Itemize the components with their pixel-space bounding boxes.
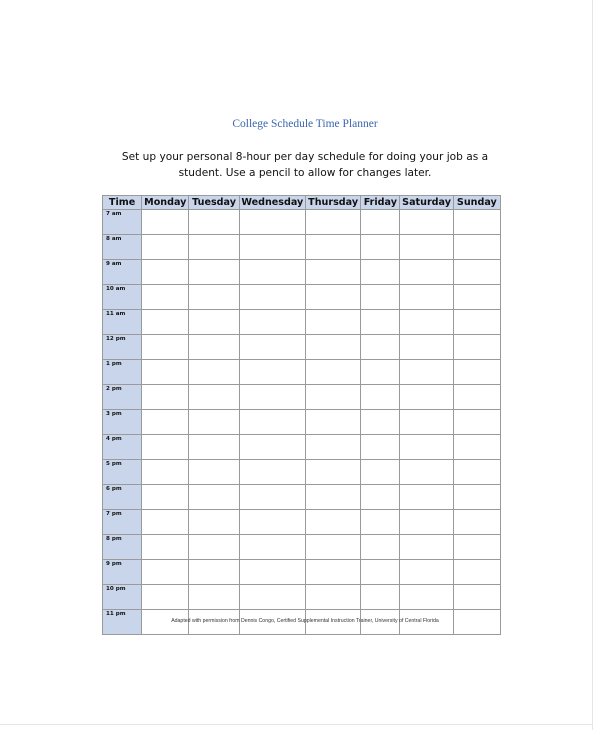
schedule-cell-saturday[interactable]	[400, 485, 453, 510]
time-slot-label: 9 pm	[103, 560, 142, 585]
attribution-footnote: Adapted with permission from Dennis Congo, Certified Supplemental Instruction Trainer, University of Central Florida	[171, 618, 439, 624]
schedule-cell-thursday[interactable]	[306, 310, 361, 335]
schedule-cell-tuesday[interactable]	[189, 260, 239, 285]
schedule-cell-friday[interactable]	[361, 285, 400, 310]
page-edge	[592, 0, 593, 730]
schedule-cell-monday[interactable]	[142, 260, 189, 285]
schedule-cell-sunday[interactable]	[453, 435, 500, 460]
schedule-cell-monday[interactable]	[142, 235, 189, 260]
schedule-cell-wednesday[interactable]	[239, 260, 305, 285]
schedule-cell-friday[interactable]	[361, 360, 400, 385]
schedule-cell-sunday[interactable]	[453, 535, 500, 560]
schedule-cell-friday[interactable]	[361, 210, 400, 235]
time-slot-label: 10 am	[103, 285, 142, 310]
time-slot-label: 12 pm	[103, 335, 142, 360]
schedule-cell-tuesday[interactable]	[189, 535, 239, 560]
schedule-cell-sunday[interactable]	[453, 585, 500, 610]
schedule-cell-tuesday[interactable]	[189, 335, 239, 360]
schedule-cell-wednesday[interactable]	[239, 485, 305, 510]
schedule-cell-monday[interactable]	[142, 360, 189, 385]
page-title: College Schedule Time Planner	[232, 118, 378, 130]
schedule-cell-monday[interactable]	[142, 535, 189, 560]
table-row	[103, 460, 501, 485]
schedule-cell-tuesday[interactable]	[189, 410, 239, 435]
schedule-cell-saturday[interactable]	[400, 510, 453, 535]
schedule-cell-thursday[interactable]	[306, 385, 361, 410]
table-row	[103, 285, 501, 310]
schedule-cell-thursday[interactable]	[306, 460, 361, 485]
schedule-cell-saturday[interactable]	[400, 210, 453, 235]
schedule-cell-saturday[interactable]	[400, 560, 453, 585]
schedule-cell-thursday[interactable]	[306, 535, 361, 560]
schedule-cell-saturday[interactable]	[400, 310, 453, 335]
schedule-cell-tuesday[interactable]	[189, 460, 239, 485]
schedule-cell-wednesday[interactable]	[239, 560, 305, 585]
schedule-cell-thursday[interactable]	[306, 235, 361, 260]
table-row	[103, 560, 501, 585]
schedule-cell-wednesday[interactable]	[239, 585, 305, 610]
schedule-cell-tuesday[interactable]	[189, 435, 239, 460]
schedule-cell-tuesday[interactable]	[189, 285, 239, 310]
time-slot-label: 6 pm	[103, 485, 142, 510]
schedule-cell-saturday[interactable]	[400, 585, 453, 610]
schedule-cell-wednesday[interactable]	[239, 360, 305, 385]
table-row	[103, 310, 501, 335]
schedule-cell-sunday[interactable]	[453, 285, 500, 310]
schedule-cell-saturday[interactable]	[400, 535, 453, 560]
schedule-cell-saturday[interactable]	[400, 360, 453, 385]
schedule-cell-wednesday[interactable]	[239, 460, 305, 485]
schedule-cell-sunday[interactable]	[453, 560, 500, 585]
schedule-cell-wednesday[interactable]	[239, 435, 305, 460]
table-row	[103, 535, 501, 560]
schedule-cell-tuesday[interactable]	[189, 585, 239, 610]
schedule-cell-saturday[interactable]	[400, 335, 453, 360]
schedule-cell-monday[interactable]	[142, 460, 189, 485]
schedule-cell-monday[interactable]	[142, 560, 189, 585]
time-slot-label: 3 pm	[103, 410, 142, 435]
table-row	[103, 335, 501, 360]
schedule-cell-wednesday[interactable]	[239, 535, 305, 560]
header-friday: Friday	[361, 196, 400, 210]
schedule-cell-saturday[interactable]	[400, 285, 453, 310]
schedule-cell-monday[interactable]	[142, 410, 189, 435]
schedule-cell-saturday[interactable]	[400, 435, 453, 460]
time-slot-label: 9 am	[103, 260, 142, 285]
table-row	[103, 210, 501, 235]
schedule-cell-tuesday[interactable]	[189, 310, 239, 335]
table-header-row	[103, 196, 501, 210]
schedule-cell-thursday[interactable]	[306, 410, 361, 435]
schedule-cell-thursday[interactable]	[306, 485, 361, 510]
schedule-cell-thursday[interactable]	[306, 335, 361, 360]
schedule-cell-thursday[interactable]	[306, 210, 361, 235]
table-row	[103, 385, 501, 410]
schedule-cell-friday[interactable]	[361, 510, 400, 535]
page-edge	[0, 724, 593, 725]
schedule-cell-thursday[interactable]	[306, 510, 361, 535]
schedule-cell-tuesday[interactable]	[189, 385, 239, 410]
time-slot-label: 11 am	[103, 310, 142, 335]
schedule-cell-tuesday[interactable]	[189, 360, 239, 385]
schedule-cell-sunday[interactable]	[453, 310, 500, 335]
schedule-cell-thursday[interactable]	[306, 285, 361, 310]
table-row	[103, 260, 501, 285]
schedule-cell-sunday[interactable]	[453, 335, 500, 360]
schedule-cell-friday[interactable]	[361, 535, 400, 560]
schedule-cell-sunday[interactable]	[453, 210, 500, 235]
schedule-cell-tuesday[interactable]	[189, 510, 239, 535]
schedule-cell-monday[interactable]	[142, 285, 189, 310]
schedule-cell-wednesday[interactable]	[239, 410, 305, 435]
schedule-cell-sunday[interactable]	[453, 260, 500, 285]
schedule-cell-friday[interactable]	[361, 310, 400, 335]
schedule-cell-tuesday[interactable]	[189, 210, 239, 235]
schedule-cell-saturday[interactable]	[400, 460, 453, 485]
schedule-cell-sunday[interactable]	[453, 510, 500, 535]
table-row	[103, 360, 501, 385]
schedule-cell-friday[interactable]	[361, 585, 400, 610]
schedule-cell-wednesday[interactable]	[239, 510, 305, 535]
schedule-cell-friday[interactable]	[361, 460, 400, 485]
header-tuesday: Tuesday	[189, 196, 239, 210]
time-slot-label: 7 pm	[103, 510, 142, 535]
schedule-cell-thursday[interactable]	[306, 435, 361, 460]
schedule-cell-friday[interactable]	[361, 410, 400, 435]
schedule-cell-tuesday[interactable]	[189, 485, 239, 510]
schedule-cell-sunday[interactable]	[453, 410, 500, 435]
schedule-cell-wednesday[interactable]	[239, 310, 305, 335]
table-row	[103, 410, 501, 435]
schedule-cell-monday[interactable]	[142, 485, 189, 510]
time-slot-label: 2 pm	[103, 385, 142, 410]
header-wednesday: Wednesday	[239, 196, 305, 210]
schedule-cell-wednesday[interactable]	[239, 335, 305, 360]
header-sunday: Sunday	[453, 196, 500, 210]
header-monday: Monday	[142, 196, 189, 210]
schedule-cell-friday[interactable]	[361, 260, 400, 285]
schedule-cell-friday[interactable]	[361, 335, 400, 360]
time-slot-label: 1 pm	[103, 360, 142, 385]
table-row	[103, 510, 501, 535]
schedule-cell-friday[interactable]	[361, 485, 400, 510]
schedule-cell-friday[interactable]	[361, 385, 400, 410]
schedule-cell-saturday[interactable]	[400, 235, 453, 260]
schedule-cell-monday[interactable]	[142, 310, 189, 335]
schedule-table	[102, 195, 501, 635]
schedule-table-body	[103, 210, 501, 635]
header-time: Time	[103, 196, 142, 210]
table-row	[103, 235, 501, 260]
schedule-cell-friday[interactable]	[361, 560, 400, 585]
schedule-cell-saturday[interactable]	[400, 260, 453, 285]
header-saturday: Saturday	[400, 196, 453, 210]
table-row	[103, 435, 501, 460]
schedule-cell-sunday[interactable]	[453, 360, 500, 385]
schedule-cell-saturday[interactable]	[400, 410, 453, 435]
schedule-cell-tuesday[interactable]	[189, 235, 239, 260]
schedule-cell-monday[interactable]	[142, 585, 189, 610]
time-slot-label: 8 pm	[103, 535, 142, 560]
schedule-cell-thursday[interactable]	[306, 585, 361, 610]
schedule-cell-wednesday[interactable]	[239, 235, 305, 260]
time-slot-label: 5 pm	[103, 460, 142, 485]
schedule-cell-monday[interactable]	[142, 210, 189, 235]
schedule-cell-monday[interactable]	[142, 435, 189, 460]
schedule-cell-sunday[interactable]	[453, 460, 500, 485]
time-slot-label: 11 pm	[103, 610, 142, 635]
time-slot-label: 7 am	[103, 210, 142, 235]
schedule-cell-wednesday[interactable]	[239, 285, 305, 310]
time-slot-label: 8 am	[103, 235, 142, 260]
schedule-cell-thursday[interactable]	[306, 560, 361, 585]
schedule-cell-wednesday[interactable]	[239, 210, 305, 235]
schedule-cell-tuesday[interactable]	[189, 560, 239, 585]
time-slot-label: 4 pm	[103, 435, 142, 460]
header-thursday: Thursday	[306, 196, 361, 210]
table-row	[103, 585, 501, 610]
schedule-cell-sunday[interactable]	[453, 385, 500, 410]
schedule-cell-saturday[interactable]	[400, 385, 453, 410]
instructions-text: Set up your personal 8-hour per day schedule for doing your job as a student. Use a pencil to allow for changes later.	[121, 151, 489, 179]
schedule-cell-sunday[interactable]	[453, 485, 500, 510]
schedule-cell-wednesday[interactable]	[239, 385, 305, 410]
schedule-cell-monday[interactable]	[142, 510, 189, 535]
table-row	[103, 485, 501, 510]
time-slot-label: 10 pm	[103, 585, 142, 610]
schedule-cell-friday[interactable]	[361, 235, 400, 260]
schedule-cell-friday[interactable]	[361, 435, 400, 460]
schedule-cell-monday[interactable]	[142, 385, 189, 410]
schedule-cell-thursday[interactable]	[306, 360, 361, 385]
schedule-cell-sunday[interactable]	[453, 235, 500, 260]
schedule-cell-monday[interactable]	[142, 335, 189, 360]
schedule-cell-thursday[interactable]	[306, 260, 361, 285]
